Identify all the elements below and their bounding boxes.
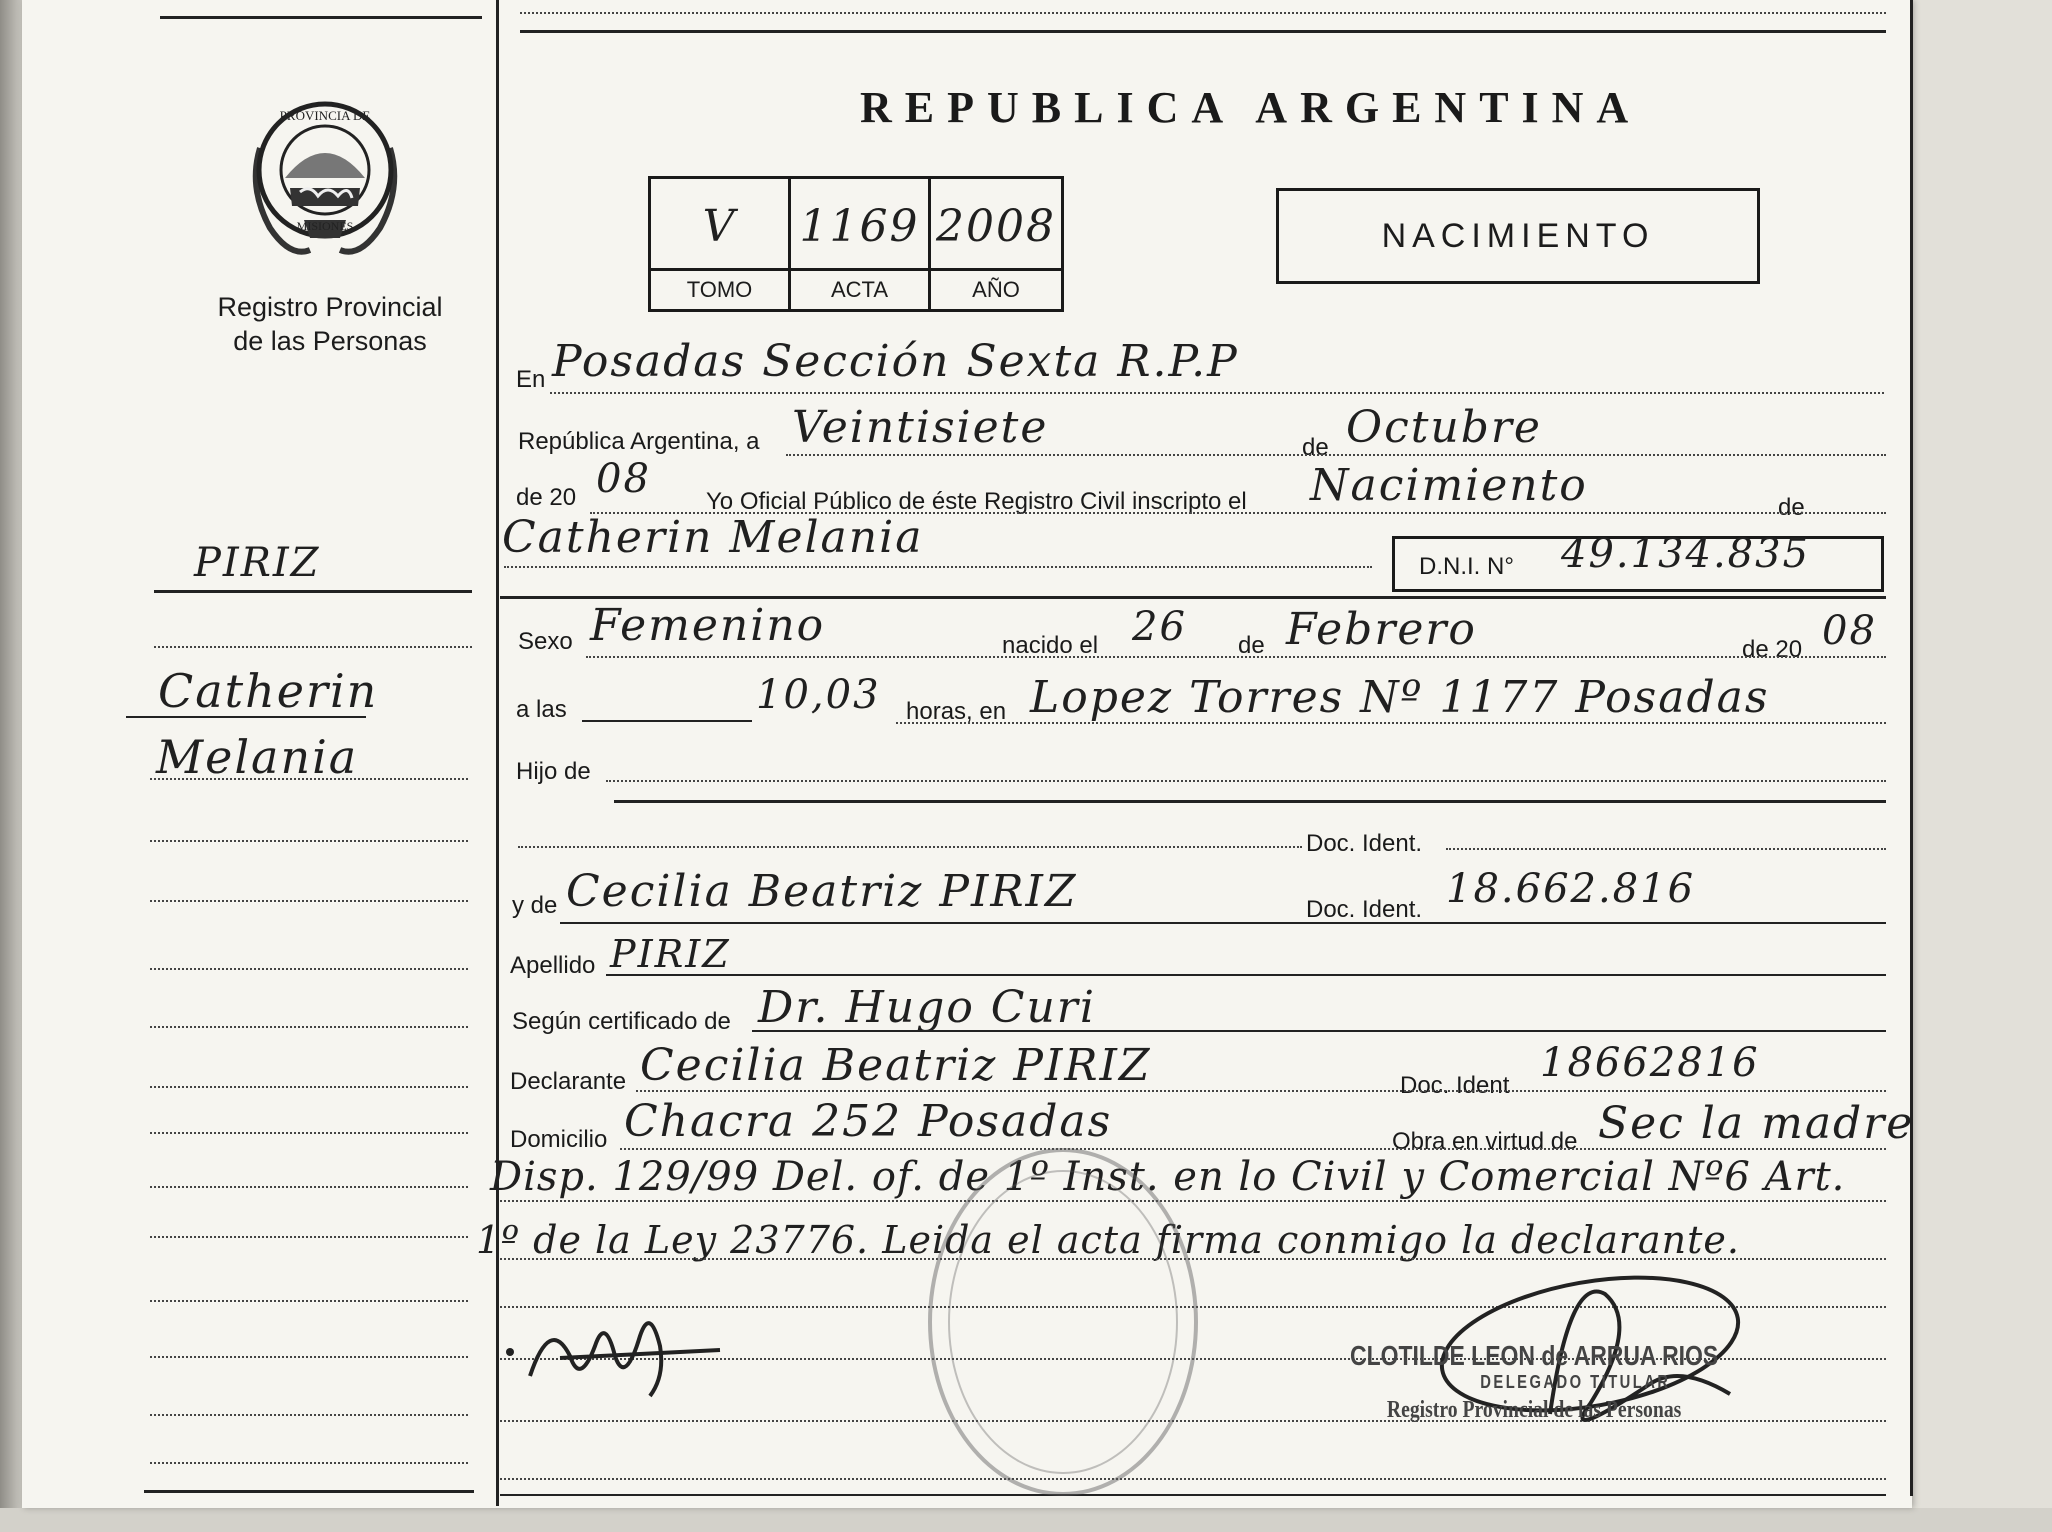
rule-segun	[752, 1030, 1886, 1032]
official-role: DELEGADO TITULAR	[1480, 1372, 1671, 1392]
anio-label-cell	[931, 271, 1061, 309]
label-doc-ident-2: Doc. Ident.	[1306, 896, 1423, 923]
margin-given-name-2: Melania	[156, 730, 359, 784]
provincial-seal-icon	[240, 88, 410, 264]
field-dni: 49.134.835	[1561, 531, 1811, 577]
registry-number-box	[648, 176, 1064, 312]
margin-dotted-14	[150, 1462, 468, 1464]
tomo-label-cell	[651, 271, 791, 309]
label-segun: Según certificado de	[512, 1008, 731, 1035]
rule-hijo-de	[606, 780, 1886, 782]
field-inscripto: Nacimiento	[1310, 460, 1588, 511]
rule-nota-1	[500, 1200, 1886, 1202]
field-nota-1: Disp. 129/99 Del. of. de 1º Inst. en lo Civil y Comercial Nº6 Art.	[490, 1154, 1846, 1200]
label-domicilio: Domicilio	[510, 1126, 608, 1153]
acta-value: 1169	[799, 201, 920, 252]
label-y-de: y de	[512, 892, 558, 919]
record-type-box: NACIMIENTO	[1276, 188, 1760, 284]
margin-dotted-7	[150, 1086, 468, 1088]
margin-dotted-12	[150, 1356, 468, 1358]
margin-bottom-rule	[144, 1490, 474, 1493]
label-apellido: Apellido	[510, 952, 596, 979]
label-de-end: de	[1778, 494, 1805, 521]
tomo-value-cell	[651, 179, 791, 271]
rule-nota-2	[500, 1258, 1886, 1260]
country-title: REPUBLICA ARGENTINA	[860, 83, 1642, 132]
rule-nombre	[504, 566, 1372, 568]
official-office: Registro Provincial de las Personas	[1386, 1397, 1682, 1423]
seal-text-top: PROVINCIA DE	[279, 108, 371, 123]
page-bottom-edge	[0, 1508, 2052, 1532]
label-dni: D.N.I. N°	[1419, 553, 1514, 580]
margin-dotted-8	[150, 1132, 468, 1134]
label-de-20-2: de 20	[1742, 636, 1803, 663]
rule-declarante	[636, 1090, 1886, 1092]
margin-dotted-4	[150, 900, 468, 902]
page-binding	[0, 0, 22, 1532]
margin-dotted-2	[150, 778, 468, 780]
official-name: CLOTILDE LEON de ARRUA RIOS	[1350, 1340, 1719, 1371]
label-a-las: a las	[516, 696, 567, 723]
field-anio: 08	[596, 456, 651, 502]
field-sexo: Femenino	[590, 600, 826, 651]
field-lugar: Posadas Sección Sexta R.P.P	[552, 336, 1239, 387]
field-lugar-nac: Lopez Torres Nº 1177 Posadas	[1030, 672, 1770, 723]
label-en: En	[516, 366, 546, 393]
margin-dotted-13	[150, 1414, 468, 1416]
field-domicilio: Chacra 252 Posadas	[624, 1096, 1113, 1147]
office-name	[190, 290, 470, 358]
margin-dotted-1	[154, 646, 472, 648]
office-name-line2: de las Personas	[233, 326, 427, 356]
label-obra: Obra en virtud de	[1392, 1128, 1578, 1155]
field-hora: 10,03	[756, 672, 881, 718]
column-divider	[496, 0, 499, 1506]
label-declarante: Declarante	[510, 1068, 627, 1095]
acta-label-cell	[791, 271, 931, 309]
field-madre-doc: 18.662.816	[1446, 866, 1696, 912]
label-de-20: de 20	[516, 484, 577, 511]
acta-label: ACTA	[830, 277, 889, 302]
rule-madre	[560, 922, 1886, 924]
field-apellido: PIRIZ	[610, 932, 731, 976]
margin-dotted-9	[150, 1186, 468, 1188]
seal-text-bottom: MISIONES	[296, 219, 354, 233]
anio-value: 2008	[936, 201, 1056, 252]
label-yo-oficial: Yo Oficial Público de éste Registro Civil inscripto el	[706, 488, 1247, 515]
label-de-2: de	[1238, 632, 1265, 659]
anio-label: AÑO	[972, 277, 1020, 302]
declarant-signature-icon	[500, 1296, 730, 1406]
margin-dotted-5	[150, 968, 468, 970]
label-republica: República Argentina, a	[518, 428, 760, 455]
label-de: de	[1302, 434, 1329, 461]
anio-value-cell	[931, 179, 1061, 271]
rule-padre-doc	[1446, 848, 1886, 850]
rule-sexo	[586, 656, 1886, 658]
field-nac-dia: 26	[1132, 604, 1187, 650]
dni-box	[1392, 531, 1884, 592]
office-name-line1: Registro Provincial	[217, 292, 443, 322]
field-dia: Veintisiete	[792, 402, 1049, 453]
rule-padre	[518, 846, 1302, 848]
field-declarante-doc: 18662816	[1540, 1040, 1760, 1086]
rule-bottom	[500, 1494, 1886, 1496]
field-nombre: Catherin Melania	[502, 512, 924, 563]
field-obra: Sec la madre	[1598, 1098, 1915, 1149]
field-nac-mes: Febrero	[1286, 604, 1477, 655]
label-nacido-el: nacido el	[1002, 632, 1099, 659]
rule-a-las	[582, 720, 752, 722]
margin-given-name-1: Catherin	[158, 664, 379, 718]
field-certificado: Dr. Hugo Curi	[758, 982, 1096, 1033]
field-mes: Octubre	[1346, 402, 1542, 453]
margin-dotted-10	[150, 1236, 468, 1238]
tomo-label: TOMO	[686, 277, 753, 302]
acta-value-cell	[791, 179, 931, 271]
right-border	[1910, 0, 1913, 1496]
field-madre: Cecilia Beatriz PIRIZ	[566, 866, 1078, 917]
rule-blank-4	[500, 1478, 1886, 1480]
official-signature-block	[1350, 1340, 1799, 1424]
rule-hora	[896, 722, 1886, 724]
field-nota-2: 1º de la Ley 23776. Leida el acta firma conmigo la declarante.	[476, 1218, 1740, 1262]
label-hijo-de: Hijo de	[516, 758, 591, 785]
rule-hijo-de-2	[614, 800, 1886, 803]
rule-fecha	[786, 454, 1886, 456]
field-declarante: Cecilia Beatriz PIRIZ	[640, 1040, 1152, 1091]
label-doc-ident-1: Doc. Ident.	[1306, 830, 1423, 857]
top-dotted-rule	[520, 12, 1886, 14]
margin-rule-1	[154, 590, 472, 593]
margin-dotted-6	[150, 1026, 468, 1028]
margin-surname: PIRIZ	[194, 540, 321, 586]
label-sexo: Sexo	[518, 628, 573, 655]
official-stamp	[928, 1148, 1198, 1496]
margin-rule-2	[126, 716, 366, 718]
field-nac-anio: 08	[1822, 608, 1877, 654]
rule-domicilio	[620, 1148, 1886, 1150]
rule-apellido	[606, 974, 1886, 976]
margin-dotted-11	[150, 1300, 468, 1302]
margin-dotted-3	[150, 840, 468, 842]
top-rule-right	[520, 30, 1886, 33]
label-horas-en: horas, en	[906, 698, 1007, 725]
top-rule-left	[160, 16, 482, 19]
label-doc-ident-3: Doc. Ident	[1400, 1072, 1510, 1099]
rule-lugar	[550, 392, 1884, 394]
tomo-value: V	[702, 201, 737, 252]
rule-under-nombre	[500, 596, 1886, 599]
